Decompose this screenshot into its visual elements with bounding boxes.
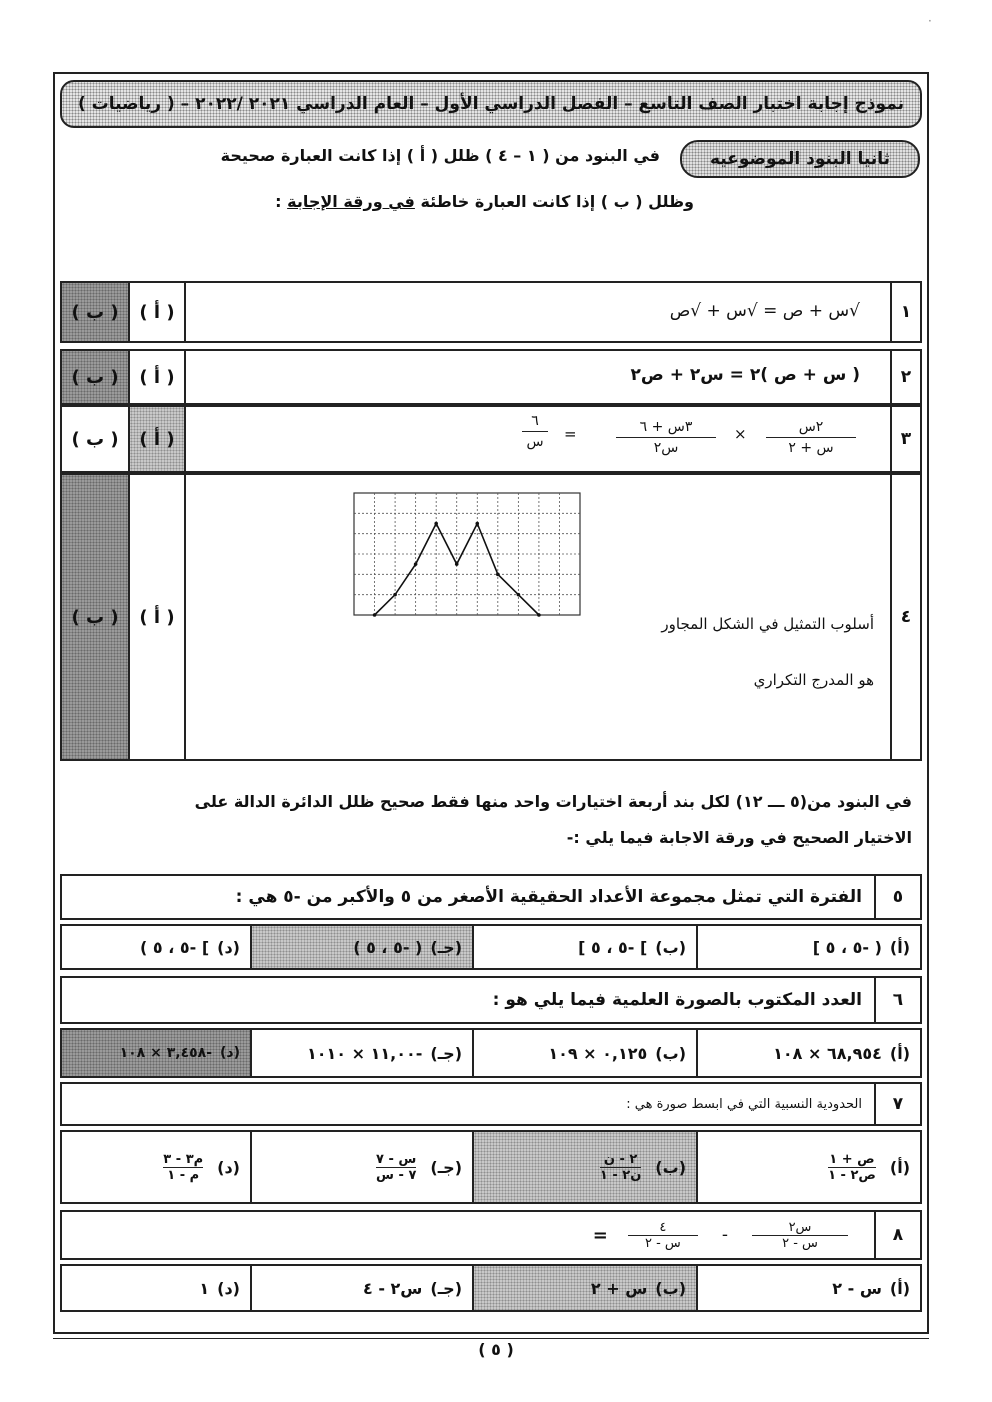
mc6-number bbox=[874, 976, 922, 1024]
tf-row3-fraction3-num: ٦ bbox=[531, 413, 539, 429]
mc5-option-b-text: ] -٥ ، ٥ ] bbox=[578, 937, 648, 957]
mc8-question bbox=[60, 1210, 876, 1260]
mc5-option-d-label: (د) bbox=[217, 937, 240, 957]
mc8-equals: = bbox=[592, 1224, 608, 1246]
mc6-option-a[interactable] bbox=[696, 1028, 922, 1078]
mc8-fraction2 bbox=[628, 1220, 698, 1251]
tf-row1-option-a[interactable] bbox=[128, 281, 186, 343]
mc6-option-c[interactable] bbox=[250, 1028, 474, 1078]
mc5-option-b[interactable] bbox=[472, 924, 698, 970]
mc8-number bbox=[874, 1210, 922, 1260]
mc-instruction-line2-text: الاختيار الصحيح في ورقة الاجابة فيما يلي :- bbox=[566, 828, 912, 847]
mc7-option-c-label: (جـ) bbox=[430, 1157, 462, 1177]
mc7-option-a-fraction bbox=[828, 1152, 876, 1183]
mc7-option-b-den: ن٢ - ١ bbox=[599, 1167, 642, 1183]
tf-row2-option-a[interactable] bbox=[128, 349, 186, 405]
mc5-option-d[interactable] bbox=[60, 924, 252, 970]
mc5-number bbox=[874, 874, 922, 920]
mc8-fraction1-num: س٢ bbox=[788, 1219, 812, 1235]
tf-row4-option-b[interactable] bbox=[60, 473, 130, 761]
tf-row3-fraction2 bbox=[616, 419, 716, 456]
tf-row3-fraction1-den: س + ٢ bbox=[788, 440, 834, 456]
tf-row3-number bbox=[890, 405, 922, 473]
tf-row3-fraction1 bbox=[766, 419, 856, 456]
chart-point bbox=[496, 573, 500, 577]
scan-mark: · bbox=[928, 14, 932, 28]
chart-point bbox=[373, 613, 377, 617]
mc7-option-d-den: م - ١ bbox=[163, 1167, 203, 1183]
mc8-fraction1-den: س - ٢ bbox=[752, 1235, 848, 1251]
mc5-option-c-label: (جـ) bbox=[430, 937, 462, 957]
tf-row2-number bbox=[890, 349, 922, 405]
frequency-polygon-chart bbox=[352, 491, 582, 617]
mc7-option-c-fraction bbox=[376, 1152, 416, 1183]
mc6-option-b[interactable] bbox=[472, 1028, 698, 1078]
tf-row1-statement bbox=[184, 281, 892, 343]
mc5-option-d-text: ] -٥ ، ٥ ) bbox=[139, 937, 210, 957]
tf-row4-line2: هو المدرج التكراري bbox=[753, 671, 874, 689]
mc6-question bbox=[60, 976, 876, 1024]
mc7-option-d-num: م٣ - ٣ bbox=[163, 1151, 204, 1167]
mc8-option-a-label: (أ) bbox=[889, 1278, 910, 1298]
mc7-option-b[interactable] bbox=[472, 1130, 698, 1204]
mc7-question-text: الحدودية النسبية التي في ابسط صورة هي : bbox=[626, 1096, 862, 1112]
tf-row3-option-b-label: ( ب ) bbox=[71, 428, 119, 450]
mc7-option-a-den: ص٢ - ١ bbox=[828, 1167, 876, 1183]
mc7-option-b-fraction bbox=[600, 1152, 641, 1183]
mc8-option-d[interactable] bbox=[60, 1264, 252, 1312]
mc7-option-c-den: ٧ - س bbox=[376, 1167, 417, 1183]
mc8-option-c-text: س٢ - ٤ bbox=[362, 1278, 423, 1298]
tf-row1-number bbox=[890, 281, 922, 343]
tf-instruction-line2-a: وظلل ( ب ) إذا كانت العبارة خاطئة bbox=[414, 192, 694, 211]
tf-row1-option-a-label: ( أ ) bbox=[139, 301, 175, 323]
mc-instruction-line2 bbox=[567, 828, 912, 847]
chart-point bbox=[537, 613, 541, 617]
mc8-option-d-label: (د) bbox=[217, 1278, 240, 1298]
mc7-option-b-num: ٢ - ن bbox=[603, 1151, 638, 1167]
mc5-option-a-label: (أ) bbox=[889, 937, 910, 957]
tf-row3-fraction3 bbox=[522, 413, 548, 450]
tf-row3-equals: = bbox=[564, 425, 577, 443]
tf-row4-option-a-label: ( أ ) bbox=[139, 606, 175, 628]
tf-instruction-line2-c: : bbox=[275, 192, 288, 211]
mc7-option-d-fraction bbox=[163, 1152, 203, 1183]
tf-row3-statement bbox=[184, 405, 892, 473]
tf-row3-option-b[interactable] bbox=[60, 405, 130, 473]
mc8-fraction2-num: ٤ bbox=[659, 1219, 667, 1235]
mc7-option-a[interactable] bbox=[696, 1130, 922, 1204]
mc7-option-a-label: (أ) bbox=[889, 1157, 910, 1177]
tf-instruction-line2-b: في ورقة الإجابة bbox=[287, 192, 415, 211]
tf-row4-option-a[interactable] bbox=[128, 473, 186, 761]
chart-point bbox=[434, 522, 438, 526]
tf-row2-statement bbox=[184, 349, 892, 405]
chart-point bbox=[475, 522, 479, 526]
tf-row3-number-text: ٣ bbox=[900, 429, 912, 449]
tf-row2-option-b[interactable] bbox=[60, 349, 130, 405]
mc8-option-b-label: (ب) bbox=[655, 1278, 686, 1298]
tf-row3-fraction1-num: ٢س bbox=[798, 419, 824, 435]
mc5-option-c[interactable] bbox=[250, 924, 474, 970]
mc-instruction-line1-text: في البنود من(٥ ـــ ١٢) لكل بند أربعة اختيارات واحد منها فقط صحيح ظلل الدائرة الدالة على bbox=[194, 792, 912, 811]
mc5-option-b-label: (ب) bbox=[655, 937, 686, 957]
mc7-number bbox=[874, 1082, 922, 1126]
mc7-option-c-num: س - ٧ bbox=[376, 1151, 417, 1167]
tf-instruction-line2 bbox=[275, 192, 694, 211]
tf-row4-statement bbox=[184, 473, 892, 761]
tf-row4-line1: أسلوب التمثيل في الشكل المجاور bbox=[661, 615, 874, 633]
mc5-question bbox=[60, 874, 876, 920]
mc-instruction-line1 bbox=[195, 792, 912, 811]
tf-row2-number-text: ٢ bbox=[900, 367, 912, 387]
mc6-option-b-text: ٠,١٢٥ × ١٠٩ bbox=[548, 1043, 648, 1063]
tf-row1-expression: √س + ص = √س + √ص bbox=[669, 301, 860, 321]
mc8-option-c-label: (جـ) bbox=[430, 1278, 462, 1298]
mc8-fraction2-den: س - ٢ bbox=[628, 1235, 698, 1251]
tf-row1-option-b-label: ( ب ) bbox=[71, 301, 119, 323]
mc8-option-a[interactable] bbox=[696, 1264, 922, 1312]
tf-row1-number-text: ١ bbox=[900, 302, 912, 322]
tf-row4-option-b-label: ( ب ) bbox=[71, 606, 119, 628]
tf-row1-option-b[interactable] bbox=[60, 281, 130, 343]
tf-instruction-line1 bbox=[221, 146, 660, 165]
chart-point bbox=[393, 593, 397, 597]
tf-row3-option-a[interactable] bbox=[128, 405, 186, 473]
mc7-option-c[interactable] bbox=[250, 1130, 474, 1204]
tf-row3-fraction2-den: س٢ bbox=[653, 440, 679, 456]
tf-row4-number-text: ٤ bbox=[900, 607, 912, 627]
mc8-number-text: ٨ bbox=[892, 1225, 904, 1245]
mc5-question-text: الفترة التي تمثل مجموعة الأعداد الحقيقية الأصغر من ٥ والأكبر من -٥ هي : bbox=[235, 887, 862, 907]
section-title-pill bbox=[680, 140, 920, 178]
mc8-option-b[interactable] bbox=[472, 1264, 698, 1312]
tf-row3-times: × bbox=[734, 425, 747, 443]
exam-title: نموذج إجابة اختبار الصف التاسع – الفصل الدراسي الأول – العام الدراسي ٢٠٢١ /٢٠٢٢ – ( رياضيات ) bbox=[77, 94, 905, 114]
mc7-option-d[interactable] bbox=[60, 1130, 252, 1204]
mc6-number-text: ٦ bbox=[892, 990, 904, 1010]
tf-row2-expression: ( س + ص )٢ = س٢ + ص٢ bbox=[630, 365, 860, 385]
chart-point bbox=[517, 593, 521, 597]
mc6-question-text: العدد المكتوب بالصورة العلمية فيما يلي هو : bbox=[492, 990, 862, 1010]
section-title: ثانيا البنود الموضوعيه bbox=[710, 149, 890, 169]
mc6-option-c-text: -١١,٠٠ × ١٠١٠ bbox=[306, 1043, 423, 1063]
tf-row4-number bbox=[890, 473, 922, 761]
tf-row3-fraction2-num: ٣س + ٦ bbox=[639, 419, 693, 435]
tf-row2-option-b-label: ( ب ) bbox=[71, 366, 119, 388]
page-number: ( ٥ ) bbox=[478, 1340, 514, 1359]
mc6-option-d-label: (د) bbox=[220, 1045, 240, 1061]
mc8-option-c[interactable] bbox=[250, 1264, 474, 1312]
mc8-minus: - bbox=[721, 1225, 728, 1245]
mc6-option-d[interactable] bbox=[60, 1028, 252, 1078]
mc5-option-c-text: ( -٥ ، ٥ ) bbox=[353, 937, 423, 957]
frame-bottom-line bbox=[53, 1338, 929, 1339]
tf-row2-option-a-label: ( أ ) bbox=[139, 366, 175, 388]
mc5-number-text: ٥ bbox=[892, 887, 904, 907]
mc6-option-a-label: (أ) bbox=[889, 1043, 910, 1063]
mc6-option-c-label: (جـ) bbox=[430, 1043, 462, 1063]
mc7-number-text: ٧ bbox=[892, 1094, 904, 1114]
mc7-question bbox=[60, 1082, 876, 1126]
mc6-option-b-label: (ب) bbox=[655, 1043, 686, 1063]
mc5-option-a[interactable] bbox=[696, 924, 922, 970]
mc8-option-a-text: س - ٢ bbox=[832, 1278, 882, 1298]
mc8-option-b-text: س + ٢ bbox=[590, 1278, 648, 1298]
mc8-option-d-text: ١ bbox=[199, 1278, 210, 1298]
mc8-fraction1 bbox=[752, 1220, 848, 1251]
mc7-option-b-label: (ب) bbox=[655, 1157, 686, 1177]
mc7-option-d-label: (د) bbox=[217, 1157, 240, 1177]
mc7-option-a-num: ص + ١ bbox=[829, 1151, 875, 1167]
chart-point bbox=[414, 562, 418, 566]
mc6-option-a-text: ٦٨,٩٥٤ × ١٠٨ bbox=[773, 1043, 882, 1063]
tf-row3-option-a-label: ( أ ) bbox=[139, 428, 175, 450]
tf-instruction-line1-text: في البنود من ( ١ – ٤ ) ظلل ( أ ) إذا كانت العبارة صحيحة bbox=[220, 146, 660, 165]
tf-row3-fraction3-den: س bbox=[526, 434, 544, 450]
mc5-option-a-text: ( -٥ ، ٥ ] bbox=[812, 937, 882, 957]
chart-point bbox=[455, 562, 459, 566]
mc6-option-d-text: -٣,٤٥٨ × ١٠٨ bbox=[119, 1045, 213, 1061]
exam-title-banner bbox=[60, 80, 922, 128]
